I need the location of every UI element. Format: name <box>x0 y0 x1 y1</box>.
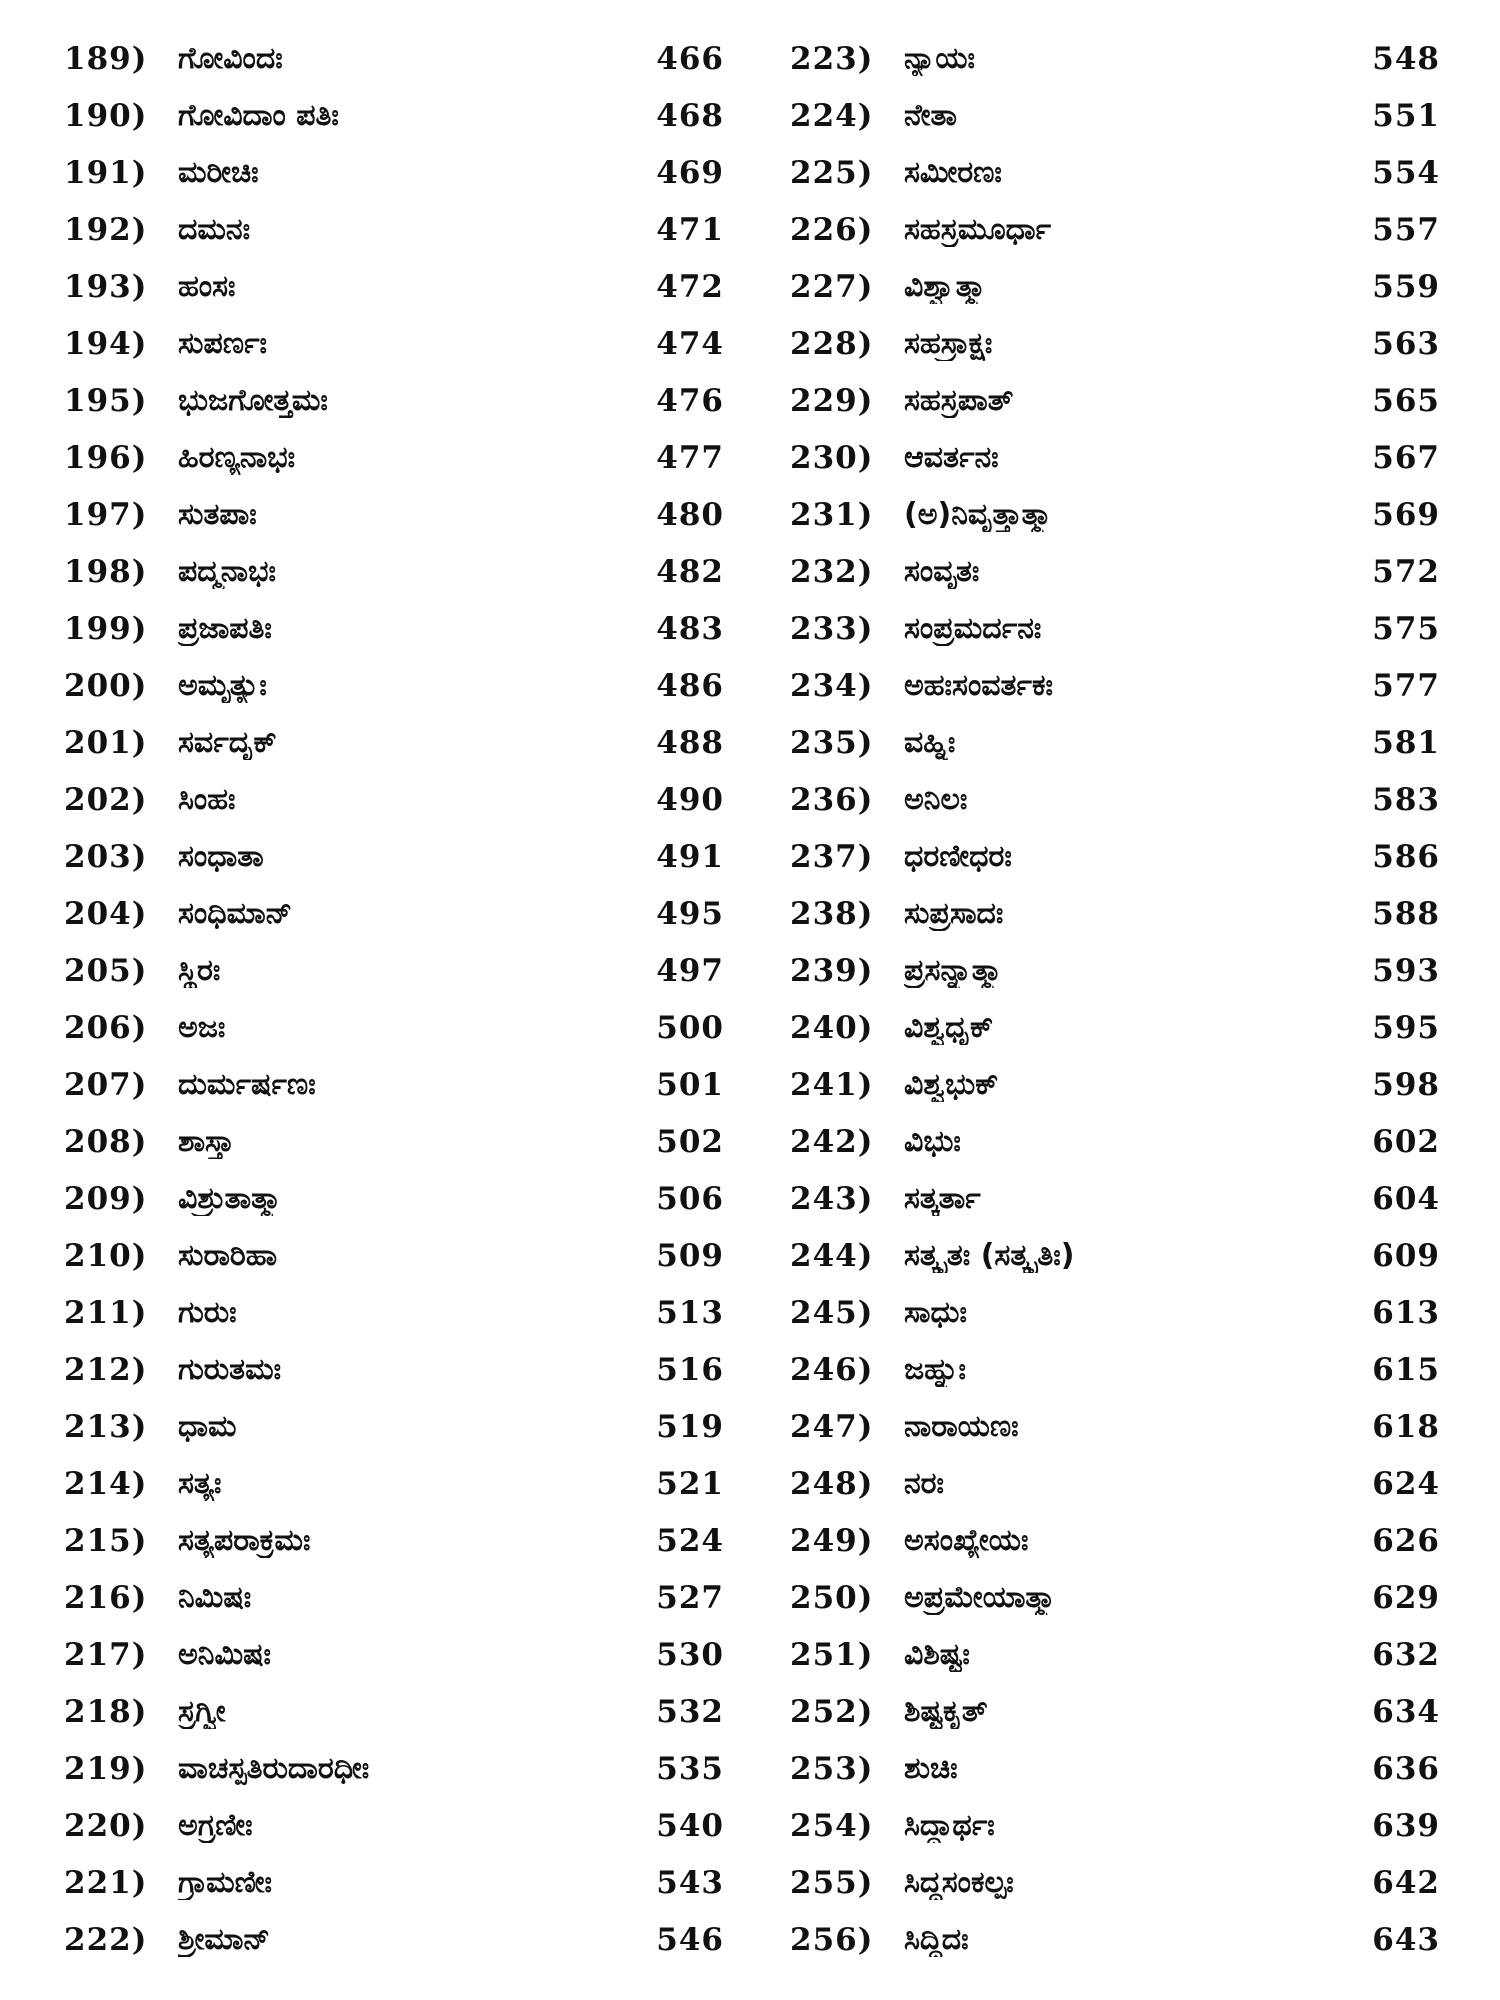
entry-name: ಸತ್ಯಃ <box>178 1466 222 1501</box>
index-entry <box>790 1284 1440 1341</box>
entry-page-number: 472 <box>656 268 724 305</box>
entry-number: 239) <box>790 952 874 989</box>
entry-number: 200) <box>64 667 148 704</box>
entry-name: ಆವರ್ತನಃ <box>904 440 999 475</box>
index-entry <box>64 828 724 885</box>
entry-number: 213) <box>64 1408 148 1445</box>
index-entry <box>790 1512 1440 1569</box>
entry-name: ಶುಚಿಃ <box>904 1751 958 1786</box>
index-entry <box>64 315 724 372</box>
entry-name: ಅಮೃತ್ಯುಃ <box>178 668 267 703</box>
entry-name: ಸಿದ್ಧಿದಃ <box>904 1922 969 1957</box>
index-entry <box>64 771 724 828</box>
entry-page-number: 595 <box>1372 1009 1440 1046</box>
entry-number: 245) <box>790 1294 874 1331</box>
index-entry <box>64 372 724 429</box>
index-entry <box>790 258 1440 315</box>
entry-number: 214) <box>64 1465 148 1502</box>
entry-name: ಧಾಮ <box>178 1409 237 1444</box>
index-entry <box>790 885 1440 942</box>
index-entry <box>64 1911 724 1968</box>
entry-number: 226) <box>790 211 874 248</box>
entry-number: 236) <box>790 781 874 818</box>
entry-page-number: 486 <box>656 667 724 704</box>
entry-number: 210) <box>64 1237 148 1274</box>
entry-number: 196) <box>64 439 148 476</box>
entry-number: 233) <box>790 610 874 647</box>
index-entry <box>64 1512 724 1569</box>
entry-number: 235) <box>790 724 874 761</box>
index-entry <box>64 1341 724 1398</box>
entry-name: ದಮನಃ <box>178 212 251 247</box>
index-entry <box>64 1227 724 1284</box>
entry-name: ಮರೀಚಿಃ <box>178 155 259 190</box>
entry-number: 255) <box>790 1864 874 1901</box>
entry-name: ಸುತಪಾಃ <box>178 497 257 532</box>
entry-name: ಸುರಾರಿಹಾ <box>178 1238 278 1273</box>
entry-page-number: 521 <box>656 1465 724 1502</box>
index-entry <box>64 30 724 87</box>
entry-number: 215) <box>64 1522 148 1559</box>
entry-number: 190) <box>64 97 148 134</box>
entry-page-number: 588 <box>1372 895 1440 932</box>
entry-name: ಅಜಃ <box>178 1010 226 1045</box>
index-column-right <box>790 30 1440 1968</box>
entry-page-number: 572 <box>1372 553 1440 590</box>
index-entry <box>790 657 1440 714</box>
entry-page-number: 519 <box>656 1408 724 1445</box>
entry-number: 201) <box>64 724 148 761</box>
entry-name: ಗೋವಿಂದಃ <box>178 41 283 76</box>
entry-number: 241) <box>790 1066 874 1103</box>
index-entry <box>790 1056 1440 1113</box>
entry-page-number: 548 <box>1372 40 1440 77</box>
entry-name: ಸಂಧಿಮಾನ್ <box>178 896 293 931</box>
entry-number: 217) <box>64 1636 148 1673</box>
entry-number: 225) <box>790 154 874 191</box>
entry-number: 219) <box>64 1750 148 1787</box>
entry-number: 237) <box>790 838 874 875</box>
entry-page-number: 613 <box>1372 1294 1440 1331</box>
entry-number: 229) <box>790 382 874 419</box>
entry-page-number: 602 <box>1372 1123 1440 1160</box>
entry-name: ಸಿದ್ಧಸಂಕಲ್ಪಃ <box>904 1865 1014 1900</box>
entry-name: ಸಂಪ್ರಮರ್ದನಃ <box>904 611 1042 646</box>
entry-name: ಧರಣೀಧರಃ <box>904 839 1012 874</box>
index-entry <box>64 1569 724 1626</box>
index-entry <box>790 1911 1440 1968</box>
entry-name: ಪ್ರಜಾಪತಿಃ <box>178 611 272 646</box>
entry-page-number: 557 <box>1372 211 1440 248</box>
entry-number: 246) <box>790 1351 874 1388</box>
entry-number: 221) <box>64 1864 148 1901</box>
index-entry <box>64 1056 724 1113</box>
entry-name: ಪದ್ಮನಾಭಃ <box>178 554 276 589</box>
index-entry <box>790 30 1440 87</box>
entry-name: ಜಹ್ನುಃ <box>904 1352 967 1387</box>
entry-number: 234) <box>790 667 874 704</box>
entry-name: ವಿಶ್ವಭುಕ್ <box>904 1067 999 1102</box>
entry-page-number: 586 <box>1372 838 1440 875</box>
entry-page-number: 490 <box>656 781 724 818</box>
entry-number: 198) <box>64 553 148 590</box>
entry-number: 209) <box>64 1180 148 1217</box>
entry-name: ಭುಜಗೋತ್ತಮಃ <box>178 383 328 418</box>
index-entry <box>790 144 1440 201</box>
index-entry <box>790 600 1440 657</box>
entry-number: 249) <box>790 1522 874 1559</box>
entry-name: ವಿಶಿಷ್ಟಃ <box>904 1637 970 1672</box>
entry-name: ನಿಮಿಷಃ <box>178 1580 252 1615</box>
index-entry <box>64 543 724 600</box>
entry-name: ಸ್ಥಿರಃ <box>178 953 221 988</box>
entry-number: 193) <box>64 268 148 305</box>
entry-page-number: 559 <box>1372 268 1440 305</box>
index-entry <box>64 600 724 657</box>
entry-number: 208) <box>64 1123 148 1160</box>
index-entry <box>64 144 724 201</box>
index-entry <box>790 1398 1440 1455</box>
index-entry <box>64 999 724 1056</box>
index-entry <box>790 1740 1440 1797</box>
entry-page-number: 565 <box>1372 382 1440 419</box>
entry-number: 243) <box>790 1180 874 1217</box>
entry-name: ಅಹಃಸಂವರ್ತಕಃ <box>904 668 1053 703</box>
entry-page-number: 527 <box>656 1579 724 1616</box>
entry-name: ವಿಶ್ವಾತ್ಮಾ <box>904 269 987 304</box>
index-entry <box>790 1569 1440 1626</box>
entry-page-number: 634 <box>1372 1693 1440 1730</box>
index-entry <box>64 1170 724 1227</box>
entry-page-number: 554 <box>1372 154 1440 191</box>
index-entry <box>790 201 1440 258</box>
index-entry <box>790 315 1440 372</box>
entry-page-number: 618 <box>1372 1408 1440 1445</box>
entry-name: ನೇತಾ <box>904 98 958 133</box>
entry-name: ವಾಚಸ್ಪತಿರುದಾರಧೀಃ <box>178 1751 370 1786</box>
entry-name: ಗ್ರಾಮಣೀಃ <box>178 1865 273 1900</box>
entry-name: ವಿಶ್ರುತಾತ್ಮಾ <box>178 1181 282 1216</box>
entry-page-number: 583 <box>1372 781 1440 818</box>
entry-name: ಅನಿಲಃ <box>904 782 968 817</box>
entry-number: 194) <box>64 325 148 362</box>
entry-name: ಗುರುತಮಃ <box>178 1352 282 1387</box>
entry-page-number: 546 <box>656 1921 724 1958</box>
index-entry <box>64 657 724 714</box>
entry-number: 232) <box>790 553 874 590</box>
entry-name: ಸುಪ್ರಸಾದಃ <box>904 896 1004 931</box>
index-entry <box>64 1113 724 1170</box>
index-entry <box>64 1740 724 1797</box>
entry-page-number: 632 <box>1372 1636 1440 1673</box>
entry-number: 191) <box>64 154 148 191</box>
entry-name: ಸುಪರ್ಣಃ <box>178 326 267 361</box>
entry-page-number: 598 <box>1372 1066 1440 1103</box>
entry-page-number: 581 <box>1372 724 1440 761</box>
index-entry <box>790 372 1440 429</box>
entry-page-number: 500 <box>656 1009 724 1046</box>
index-entry <box>790 1170 1440 1227</box>
entry-page-number: 575 <box>1372 610 1440 647</box>
entry-page-number: 563 <box>1372 325 1440 362</box>
entry-number: 189) <box>64 40 148 77</box>
entry-page-number: 471 <box>656 211 724 248</box>
entry-page-number: 495 <box>656 895 724 932</box>
entry-name: ಸಿದ್ಧಾರ್ಥಃ <box>904 1808 995 1843</box>
entry-name: ಶ್ರೀಮಾನ್ <box>178 1922 270 1957</box>
entry-page-number: 488 <box>656 724 724 761</box>
entry-name: ಗುರುಃ <box>178 1295 237 1330</box>
entry-page-number: 509 <box>656 1237 724 1274</box>
entry-number: 248) <box>790 1465 874 1502</box>
entry-name: ಶಿಷ್ಟಕೃತ್ <box>904 1694 988 1729</box>
entry-page-number: 551 <box>1372 97 1440 134</box>
entry-name: ವಹ್ನಿಃ <box>904 725 956 760</box>
entry-number: 202) <box>64 781 148 818</box>
entry-page-number: 474 <box>656 325 724 362</box>
entry-number: 199) <box>64 610 148 647</box>
entry-number: 222) <box>64 1921 148 1958</box>
entry-name: ಗೋವಿದಾಂ ಪತಿಃ <box>178 98 339 133</box>
entry-number: 252) <box>790 1693 874 1730</box>
entry-page-number: 501 <box>656 1066 724 1103</box>
index-entry <box>64 942 724 999</box>
entry-page-number: 636 <box>1372 1750 1440 1787</box>
index-entry <box>64 201 724 258</box>
entry-name: ಸ್ರಗ್ವೀ <box>178 1694 226 1729</box>
entry-name: ವಿಭುಃ <box>904 1124 961 1159</box>
entry-page-number: 639 <box>1372 1807 1440 1844</box>
index-entry <box>790 828 1440 885</box>
entry-number: 240) <box>790 1009 874 1046</box>
entry-name: ಅಸಂಖ್ಯೇಯಃ <box>904 1523 1029 1558</box>
index-entry <box>790 1227 1440 1284</box>
entry-name: ವಿಶ್ವಧೃಕ್ <box>904 1010 994 1045</box>
index-entry <box>64 1626 724 1683</box>
entry-page-number: 604 <box>1372 1180 1440 1217</box>
entry-name: ನ್ಯಾಯಃ <box>904 41 976 76</box>
index-entry <box>790 1797 1440 1854</box>
entry-name: (ಅ)ನಿವೃತ್ತಾತ್ಮಾ <box>904 497 1053 532</box>
entry-name: ಸಹಸ್ರಪಾತ್ <box>904 383 1014 418</box>
entry-page-number: 626 <box>1372 1522 1440 1559</box>
entry-page-number: 491 <box>656 838 724 875</box>
entry-number: 254) <box>790 1807 874 1844</box>
entry-page-number: 530 <box>656 1636 724 1673</box>
entry-number: 230) <box>790 439 874 476</box>
entry-number: 244) <box>790 1237 874 1274</box>
entry-number: 207) <box>64 1066 148 1103</box>
entry-page-number: 577 <box>1372 667 1440 704</box>
entry-page-number: 624 <box>1372 1465 1440 1502</box>
entry-number: 242) <box>790 1123 874 1160</box>
entry-number: 197) <box>64 496 148 533</box>
entry-page-number: 513 <box>656 1294 724 1331</box>
entry-name: ಸಾಧುಃ <box>904 1295 967 1330</box>
entry-page-number: 609 <box>1372 1237 1440 1274</box>
entry-name: ಅಪ್ರಮೇಯಾತ್ಮಾ <box>904 1580 1056 1615</box>
entry-number: 250) <box>790 1579 874 1616</box>
entry-page-number: 497 <box>656 952 724 989</box>
entry-page-number: 532 <box>656 1693 724 1730</box>
entry-number: 223) <box>790 40 874 77</box>
entry-number: 247) <box>790 1408 874 1445</box>
index-entry <box>64 486 724 543</box>
index-entry <box>790 87 1440 144</box>
entry-page-number: 468 <box>656 97 724 134</box>
entry-page-number: 516 <box>656 1351 724 1388</box>
index-entry <box>64 1797 724 1854</box>
entry-page-number: 483 <box>656 610 724 647</box>
index-entry <box>790 1854 1440 1911</box>
entry-page-number: 569 <box>1372 496 1440 533</box>
index-entry <box>64 87 724 144</box>
index-entry <box>790 999 1440 1056</box>
entry-page-number: 482 <box>656 553 724 590</box>
entry-name: ಅನಿಮಿಷಃ <box>178 1637 271 1672</box>
entry-page-number: 615 <box>1372 1351 1440 1388</box>
entry-name: ಸತ್ಯಪರಾಕ್ರಮಃ <box>178 1523 311 1558</box>
entry-page-number: 567 <box>1372 439 1440 476</box>
index-entry <box>64 258 724 315</box>
entry-name: ಸಹಸ್ರಾಕ್ಷಃ <box>904 326 993 361</box>
entry-number: 212) <box>64 1351 148 1388</box>
index-entry <box>790 1113 1440 1170</box>
entry-name: ಸಿಂಹಃ <box>178 782 236 817</box>
entry-number: 216) <box>64 1579 148 1616</box>
entry-number: 204) <box>64 895 148 932</box>
entry-number: 251) <box>790 1636 874 1673</box>
entry-page-number: 642 <box>1372 1864 1440 1901</box>
entry-number: 253) <box>790 1750 874 1787</box>
index-entry <box>64 1854 724 1911</box>
entry-name: ನರಃ <box>904 1466 945 1501</box>
entry-name: ನಾರಾಯಣಃ <box>904 1409 1019 1444</box>
entry-number: 227) <box>790 268 874 305</box>
index-entry <box>790 771 1440 828</box>
index-entry <box>64 1398 724 1455</box>
index-entry <box>790 1683 1440 1740</box>
entry-number: 205) <box>64 952 148 989</box>
index-entry <box>790 1455 1440 1512</box>
entry-page-number: 477 <box>656 439 724 476</box>
entry-number: 203) <box>64 838 148 875</box>
entry-page-number: 469 <box>656 154 724 191</box>
entry-name: ಸಮೀರಣಃ <box>904 155 1002 190</box>
entry-page-number: 593 <box>1372 952 1440 989</box>
index-entry <box>790 1626 1440 1683</box>
entry-name: ಪ್ರಸನ್ನಾತ್ಮಾ <box>904 953 1003 988</box>
index-column-left <box>64 30 724 1968</box>
entry-number: 211) <box>64 1294 148 1331</box>
index-entry <box>64 1683 724 1740</box>
entry-page-number: 506 <box>656 1180 724 1217</box>
entry-name: ಸರ್ವದೃಕ್ <box>178 725 277 760</box>
index-entry <box>64 1284 724 1341</box>
entry-page-number: 476 <box>656 382 724 419</box>
index-entry <box>790 543 1440 600</box>
entry-number: 195) <box>64 382 148 419</box>
entry-page-number: 543 <box>656 1864 724 1901</box>
index-entry <box>64 1455 724 1512</box>
entry-page-number: 524 <box>656 1522 724 1559</box>
index-entry <box>64 714 724 771</box>
index-entry <box>790 714 1440 771</box>
entry-number: 224) <box>790 97 874 134</box>
index-entry <box>790 942 1440 999</box>
entry-name: ಸಹಸ್ರಮೂರ್ಧಾ <box>904 212 1052 247</box>
entry-name: ಸಂವೃತಃ <box>904 554 980 589</box>
entry-number: 228) <box>790 325 874 362</box>
entry-number: 218) <box>64 1693 148 1730</box>
entry-name: ಶಾಸ್ತಾ <box>178 1124 235 1159</box>
entry-page-number: 466 <box>656 40 724 77</box>
entry-number: 206) <box>64 1009 148 1046</box>
index-entry <box>790 486 1440 543</box>
entry-number: 192) <box>64 211 148 248</box>
entry-name: ಅಗ್ರಣೀಃ <box>178 1808 253 1843</box>
index-entry <box>790 1341 1440 1398</box>
entry-page-number: 535 <box>656 1750 724 1787</box>
entry-number: 238) <box>790 895 874 932</box>
entry-page-number: 629 <box>1372 1579 1440 1616</box>
entry-name: ಹಂಸಃ <box>178 269 236 304</box>
entry-page-number: 540 <box>656 1807 724 1844</box>
entry-name: ಸಂಧಾತಾ <box>178 839 264 874</box>
entry-number: 220) <box>64 1807 148 1844</box>
entry-name: ಹಿರಣ್ಯನಾಭಃ <box>178 440 296 475</box>
entry-name: ಸತ್ಕೃತಃ (ಸತ್ಕೃತಿಃ) <box>904 1238 1075 1273</box>
entry-name: ಸತ್ಕರ್ತಾ <box>904 1181 981 1216</box>
index-entry <box>64 885 724 942</box>
entry-name: ದುರ್ಮರ್ಷಣಃ <box>178 1067 316 1102</box>
entry-number: 256) <box>790 1921 874 1958</box>
index-entry <box>790 429 1440 486</box>
entry-page-number: 643 <box>1372 1921 1440 1958</box>
entry-number: 231) <box>790 496 874 533</box>
entry-page-number: 502 <box>656 1123 724 1160</box>
entry-page-number: 480 <box>656 496 724 533</box>
index-entry <box>64 429 724 486</box>
